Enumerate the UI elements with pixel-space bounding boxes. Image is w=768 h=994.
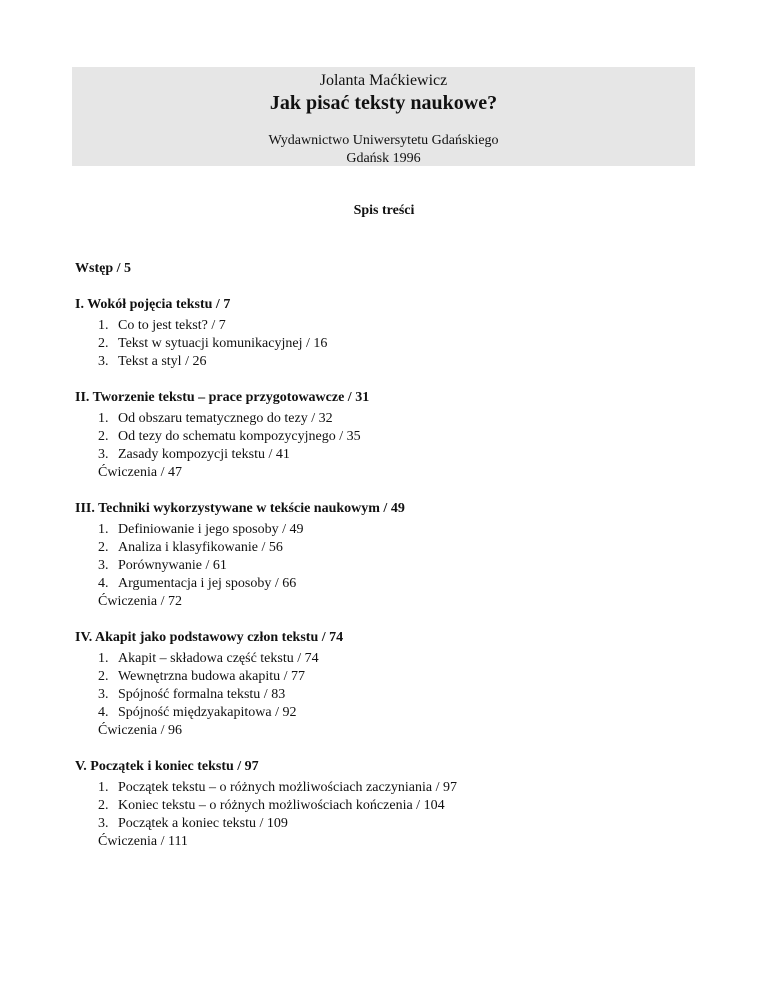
exercise-entry: Ćwiczenia / 72 xyxy=(98,594,182,609)
list-item: 2. Analiza i klasyfikowanie / 56 xyxy=(98,540,283,555)
list-item: 3. Początek a koniec tekstu / 109 xyxy=(98,816,288,831)
chapter-3 xyxy=(75,500,695,611)
toc-title: Spis treści xyxy=(353,203,415,218)
chapter-2 xyxy=(75,389,695,482)
chapter-heading: II. Tworzenie tekstu – prace przygotowawcze / 31 xyxy=(75,390,370,405)
list-item: 1. Definiowanie i jego sposoby / 49 xyxy=(98,522,304,537)
list-item: 1. Początek tekstu – o różnych możliwościach zaczyniania / 97 xyxy=(98,780,457,795)
chapter-heading: V. Początek i koniec tekstu / 97 xyxy=(75,759,259,774)
book-title: Jak pisać teksty naukowe? xyxy=(269,92,498,114)
chapter-heading: I. Wokół pojęcia tekstu / 7 xyxy=(75,297,231,312)
list-item: 4. Spójność międzyakapitowa / 92 xyxy=(98,705,297,720)
chapter-heading: IV. Akapit jako podstawowy człon tekstu / 74 xyxy=(75,630,344,645)
list-item: 3. Spójność formalna tekstu / 83 xyxy=(98,687,286,702)
chapter-1 xyxy=(75,296,695,371)
list-item: 2. Od tezy do schematu kompozycyjnego / 35 xyxy=(98,429,361,444)
chapter-4 xyxy=(75,629,695,740)
list-item: 4. Argumentacja i jej sposoby / 66 xyxy=(98,576,297,591)
author-name: Jolanta Maćkiewicz xyxy=(319,72,448,89)
exercise-entry: Ćwiczenia / 111 xyxy=(98,834,188,849)
list-item: 1. Akapit – składowa część tekstu / 74 xyxy=(98,651,319,666)
publisher: Wydawnictwo Uniwersytetu Gdańskiego xyxy=(268,133,499,148)
list-item: 3. Tekst a styl / 26 xyxy=(98,354,207,369)
list-item: 1. Od obszaru tematycznego do tezy / 32 xyxy=(98,411,333,426)
table-of-contents xyxy=(75,260,695,869)
list-item: 3. Porównywanie / 61 xyxy=(98,558,227,573)
chapter-heading: III. Techniki wykorzystywane w tekście naukowym / 49 xyxy=(75,501,405,516)
list-item: 2. Tekst w sytuacji komunikacyjnej / 16 xyxy=(98,336,328,351)
list-item: 2. Koniec tekstu – o różnych możliwościach kończenia / 104 xyxy=(98,798,445,813)
chapter-5 xyxy=(75,758,695,851)
list-item: 3. Zasady kompozycji tekstu / 41 xyxy=(98,447,290,462)
title-banner xyxy=(72,67,695,166)
list-item: 2. Wewnętrzna budowa akapitu / 77 xyxy=(98,669,306,684)
exercise-entry: Ćwiczenia / 47 xyxy=(98,465,182,480)
publication-place-year: Gdańsk 1996 xyxy=(346,151,421,166)
exercise-entry: Ćwiczenia / 96 xyxy=(98,723,182,738)
toc-intro: Wstęp / 5 xyxy=(75,261,131,276)
list-item: 1. Co to jest tekst? / 7 xyxy=(98,318,226,333)
